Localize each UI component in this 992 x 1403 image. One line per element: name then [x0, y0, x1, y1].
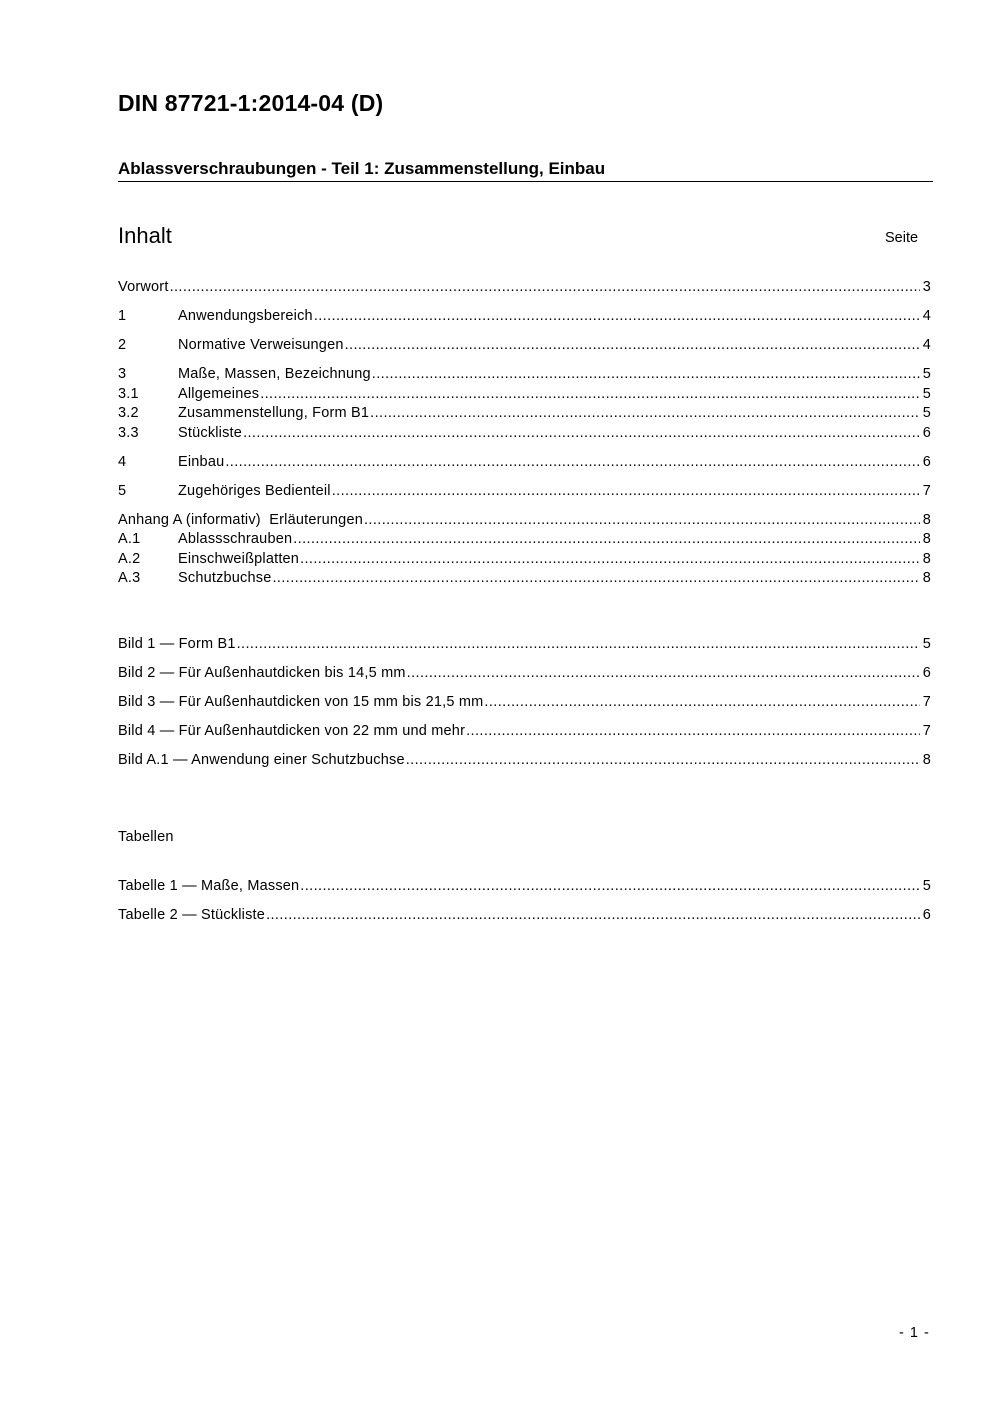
- dot-leader: [314, 307, 920, 327]
- page-number: - 1 -: [899, 1325, 930, 1341]
- figure-entry-label: Bild 2 — Für Außenhautdicken bis 14,5 mm: [118, 665, 406, 681]
- toc-entry[interactable]: [118, 424, 931, 444]
- table-entry-page: 6: [922, 907, 931, 923]
- figure-entry[interactable]: [118, 693, 931, 713]
- table-list: [118, 877, 931, 926]
- dot-leader: [300, 550, 920, 570]
- toc-entry-number: 4: [118, 453, 127, 470]
- figure-entry[interactable]: [118, 664, 931, 684]
- table-entry-label: Tabelle 2 — Stückliste: [118, 907, 266, 923]
- dot-leader: [225, 453, 920, 473]
- table-entry[interactable]: [118, 877, 931, 897]
- document-title: DIN 87721-1:2014-04 (D): [118, 90, 384, 116]
- figure-entry-label: Bild A.1 — Anwendung einer Schutzbuchse: [118, 752, 405, 768]
- figure-entry-page: 7: [922, 723, 931, 739]
- dot-leader: [266, 906, 920, 926]
- toc-entry-label: Zugehöriges Bedienteil: [178, 482, 331, 499]
- toc-entry-number: A.2: [118, 550, 141, 567]
- toc-entry-number: 1: [118, 308, 127, 324]
- table-entry[interactable]: [118, 906, 931, 926]
- dot-leader: [273, 569, 921, 589]
- toc-entry[interactable]: [118, 365, 931, 385]
- toc-entry-page: 8: [922, 570, 931, 586]
- toc-entry-number: A.3: [118, 570, 141, 586]
- toc-entry-number: 3: [118, 366, 127, 382]
- toc-entry[interactable]: [118, 336, 931, 356]
- toc-entry-label: Stückliste: [178, 424, 243, 441]
- toc-list: [118, 278, 931, 589]
- toc-entry-page: 6: [922, 453, 931, 470]
- toc-entry[interactable]: [118, 511, 931, 531]
- toc-entry-number: 3.1: [118, 385, 139, 402]
- toc-entry[interactable]: [118, 530, 931, 550]
- dot-leader: [260, 385, 920, 405]
- toc-entry[interactable]: [118, 307, 931, 327]
- dot-leader: [407, 664, 920, 684]
- toc-entry-number: 3.3: [118, 424, 139, 441]
- toc-entry-label: Anwendungsbereich: [178, 308, 313, 324]
- toc-entry-label: Vorwort: [118, 279, 169, 295]
- toc-entry-page: 3: [922, 279, 931, 295]
- dot-leader: [372, 365, 920, 385]
- tables-heading: Tabellen: [118, 829, 174, 845]
- figure-entry-page: 6: [922, 665, 931, 681]
- toc-heading: Inhalt: [118, 223, 172, 248]
- toc-entry-label: Einschweißplatten: [178, 550, 300, 567]
- toc-entry-label: Maße, Massen, Bezeichnung: [178, 366, 371, 382]
- toc-entry-number: 5: [118, 482, 127, 499]
- toc-entry-number: 2: [118, 337, 127, 353]
- toc-entry[interactable]: [118, 404, 931, 424]
- figure-list: [118, 635, 931, 771]
- toc-entry-label: Zusammenstellung, Form B1: [178, 405, 370, 421]
- figure-entry[interactable]: [118, 751, 931, 771]
- dot-leader: [237, 635, 920, 655]
- dot-leader: [484, 693, 920, 713]
- dot-leader: [243, 424, 920, 444]
- toc-entry-label: Ablassschrauben: [178, 531, 293, 547]
- figure-entry-label: Bild 3 — Für Außenhautdicken von 15 mm bis 21,5 mm: [118, 694, 484, 710]
- dot-leader: [293, 530, 920, 550]
- toc-entry-page: 8: [922, 511, 931, 528]
- toc-entry-page: 8: [922, 531, 931, 547]
- toc-entry[interactable]: [118, 569, 931, 589]
- toc-entry-label: Normative Verweisungen: [178, 337, 344, 353]
- toc-entry-page: 6: [922, 424, 931, 441]
- dot-leader: [345, 336, 920, 356]
- figure-entry-page: 8: [922, 752, 931, 768]
- toc-entry-page: 4: [922, 337, 931, 353]
- document-subtitle: Ablassverschraubungen - Teil 1: Zusammenstellung, Einbau: [118, 159, 933, 182]
- toc-entry[interactable]: [118, 278, 931, 298]
- toc-entry-page: 5: [922, 385, 931, 402]
- toc-entry[interactable]: [118, 482, 931, 502]
- dot-leader: [406, 751, 920, 771]
- toc-entry[interactable]: [118, 385, 931, 405]
- toc-entry-page: 5: [922, 405, 931, 421]
- page-column-label: Seite: [885, 230, 919, 246]
- toc-entry-page: 5: [922, 366, 931, 382]
- dot-leader: [364, 511, 920, 531]
- toc-entry[interactable]: [118, 550, 931, 570]
- figure-entry[interactable]: [118, 722, 931, 742]
- toc-entry-number: A.1: [118, 531, 141, 547]
- toc-entry-page: 7: [922, 482, 931, 499]
- toc-entry-label: Schutzbuchse: [178, 570, 272, 586]
- figure-entry[interactable]: [118, 635, 931, 655]
- table-entry-label: Tabelle 1 — Maße, Massen: [118, 878, 300, 894]
- toc-entry-label: Einbau: [178, 453, 225, 470]
- figure-entry-page: 5: [922, 636, 931, 652]
- dot-leader: [300, 877, 920, 897]
- toc-entry-number: 3.2: [118, 405, 139, 421]
- dot-leader: [370, 404, 920, 424]
- toc-entry-label: Anhang A (informativ) Erläuterungen: [118, 511, 363, 528]
- dot-leader: [332, 482, 920, 502]
- figure-entry-label: Bild 4 — Für Außenhautdicken von 22 mm und mehr: [118, 723, 466, 739]
- dot-leader: [466, 722, 920, 742]
- toc-entry[interactable]: [118, 453, 931, 473]
- table-entry-page: 5: [922, 878, 931, 894]
- figure-entry-label: Bild 1 — Form B1: [118, 636, 236, 652]
- toc-entry-page: 4: [922, 308, 931, 324]
- dot-leader: [170, 278, 920, 298]
- toc-entry-page: 8: [922, 550, 931, 567]
- figure-entry-page: 7: [922, 694, 931, 710]
- toc-entry-label: Allgemeines: [178, 385, 260, 402]
